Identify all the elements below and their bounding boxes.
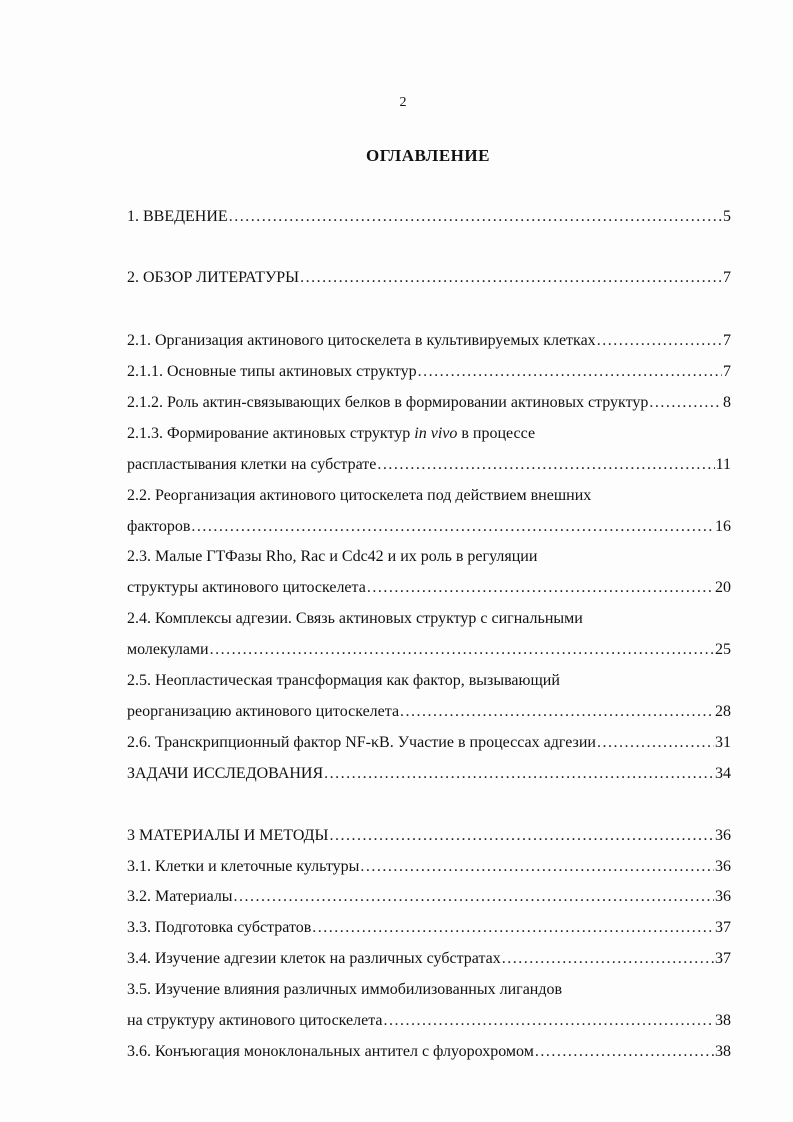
leader-dots — [210, 640, 714, 660]
toc-entry-2-1-3-line1 — [127, 424, 731, 444]
toc-entry-text: структуры актинового цитоскелета — [127, 579, 366, 596]
leader-dots — [300, 268, 722, 288]
toc-entry-text: 3.1. Клетки и клеточные культуры — [127, 858, 360, 875]
toc-entry-page: 38 — [715, 1043, 731, 1060]
toc-entry-3-3 — [127, 918, 731, 938]
toc-entry-2-1-1 — [127, 362, 731, 382]
toc-entry-text: в процессе — [457, 425, 536, 442]
leader-dots — [191, 517, 714, 537]
leader-dots — [597, 733, 714, 753]
toc-entry-2-2-line1: 2.2. Реорганизация актинового цитоскелета под действием внешних — [127, 487, 592, 504]
page-title: ОГЛАВЛЕНИЕ — [366, 146, 490, 165]
toc-entry-page: 25 — [715, 641, 731, 658]
toc-entry-page: 31 — [715, 734, 731, 751]
leader-dots — [649, 393, 722, 413]
toc-entry-text: 2. ОБЗОР ЛИТЕРАТУРЫ — [127, 269, 300, 286]
toc-entry-page: 5 — [723, 208, 731, 225]
toc-entry-text: распластывания клетки на субстрате — [127, 456, 377, 473]
leader-dots — [535, 1042, 714, 1062]
toc-entry-page: 11 — [715, 456, 731, 473]
toc-entry-text: 3 МАТЕРИАЛЫ И МЕТОДЫ — [127, 827, 329, 844]
toc-entry-text: 1. ВВЕДЕНИЕ — [127, 208, 228, 225]
toc-entry-3-1 — [127, 857, 731, 877]
toc-entry-text: 2.6. Транскрипционный фактор NF-κB. Участие в процессах адгезии — [127, 734, 596, 751]
toc-entry-page: 37 — [715, 919, 731, 936]
toc-entry-2-1-3-line2 — [127, 455, 731, 475]
toc-entry-2-3-line2 — [127, 578, 731, 598]
toc-entry-2-1-2 — [127, 393, 731, 413]
toc-entry-page: 7 — [723, 363, 731, 380]
toc-entry-research-objectives — [127, 764, 731, 784]
toc-entry-text: факторов — [127, 518, 191, 535]
leader-dots — [329, 826, 714, 846]
toc-entry-text: 3.3. Подготовка субстратов — [127, 919, 312, 936]
toc-entry-3-6 — [127, 1042, 731, 1062]
toc-entry-3-2 — [127, 887, 731, 907]
leader-dots — [360, 857, 714, 877]
toc-entry-text-italic: in vivo — [414, 425, 458, 442]
toc-entry-2-6 — [127, 733, 731, 753]
leader-dots — [384, 1011, 714, 1031]
toc-entry-text: ЗАДАЧИ ИССЛЕДОВАНИЯ — [127, 765, 324, 782]
leader-dots — [234, 887, 714, 907]
toc-entry-2-4-line1: 2.4. Комплексы адгезии. Связь актиновых структур с сигнальными — [127, 610, 583, 627]
toc-entry-page: 36 — [715, 858, 731, 875]
toc-entry-text: 3.2. Материалы — [127, 888, 233, 905]
toc-entry-page: 7 — [723, 269, 731, 286]
toc-entry-page: 8 — [723, 394, 731, 411]
toc-entry-page: 16 — [715, 518, 731, 535]
toc-entry-text: 3.6. Конъюгация моноклональных антител с флуорохромом — [127, 1043, 534, 1060]
toc-entry-page: 28 — [715, 703, 731, 720]
toc-entry-page: 38 — [715, 1012, 731, 1029]
toc-entry-text: 2.1.2. Роль актин-связывающих белков в формировании актиновых структур — [127, 394, 649, 411]
leader-dots — [324, 764, 714, 784]
toc-entry-text: на структуру актинового цитоскелета — [127, 1012, 383, 1029]
page-number: 2 — [399, 95, 407, 110]
toc-entry-page: 34 — [715, 765, 731, 782]
toc-entry-text: реорганизацию актинового цитоскелета — [127, 703, 400, 720]
toc-entry-text: 3.4. Изучение адгезии клеток на различных субстратах — [127, 950, 501, 967]
toc-entry-3-5-line2 — [127, 1011, 731, 1031]
toc-entry-page: 20 — [715, 579, 731, 596]
toc-entry-page: 7 — [723, 332, 731, 349]
toc-entry-introduction — [127, 207, 731, 227]
toc-entry-2-4-line2 — [127, 640, 731, 660]
leader-dots — [418, 362, 722, 382]
toc-entry-page: 37 — [715, 950, 731, 967]
toc-entry-2-5-line2 — [127, 702, 731, 722]
toc-entry-text: молекулами — [127, 641, 209, 658]
leader-dots — [502, 949, 714, 969]
toc-entry-materials-methods — [127, 826, 731, 846]
toc-entry-page: 36 — [715, 888, 731, 905]
toc-entry-page: 36 — [715, 827, 731, 844]
leader-dots — [377, 455, 714, 475]
toc-entry-2-2-line2 — [127, 517, 731, 537]
leader-dots — [367, 578, 714, 598]
toc-entry-text: 2.1. Организация актинового цитоскелета в культивируемых клетках — [127, 332, 596, 349]
toc-entry-3-4 — [127, 949, 731, 969]
leader-dots — [400, 702, 714, 722]
toc-entry-text: 2.1.3. Формирование актиновых структур — [127, 425, 415, 442]
leader-dots — [229, 207, 722, 227]
toc-entry-2-1 — [127, 331, 731, 351]
toc-entry-2-3-line1: 2.3. Малые ГТФазы Rho, Rac и Cdc42 и их роль в регуляции — [127, 548, 538, 565]
toc-entry-2-5-line1: 2.5. Неопластическая трансформация как фактор, вызывающий — [127, 672, 560, 689]
leader-dots — [312, 918, 714, 938]
toc-entry-literature-review — [127, 268, 731, 288]
leader-dots — [597, 331, 722, 351]
toc-entry-3-5-line1: 3.5. Изучение влияния различных иммобилизованных лигандов — [127, 981, 563, 998]
toc-entry-text: 2.1.1. Основные типы актиновых структур — [127, 363, 417, 380]
